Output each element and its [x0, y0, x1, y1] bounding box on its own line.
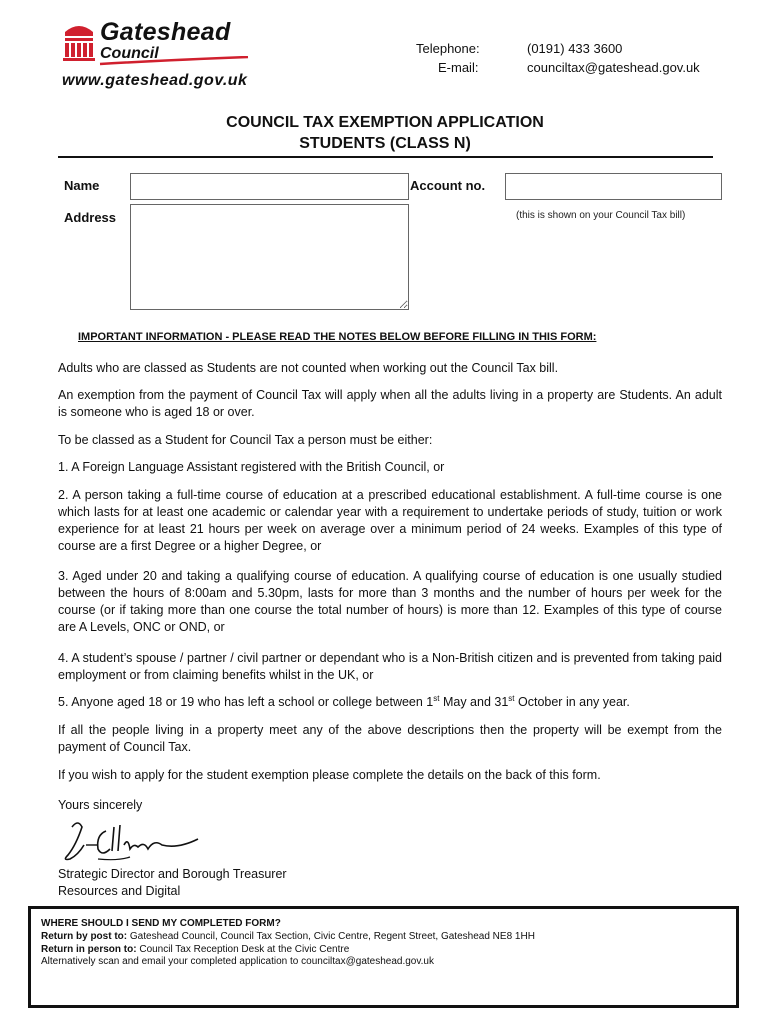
return-by-email: Alternatively scan and email your completed application to counciltax@gateshead.gov.uk: [41, 956, 434, 967]
return-heading: WHERE SHOULD I SEND MY COMPLETED FORM?: [41, 918, 281, 929]
email-label: E-mail:: [438, 60, 479, 75]
council-logo-icon: [62, 22, 96, 62]
paragraph-2: An exemption from the payment of Council Tax will apply when all the adults living in a property are Students. An adult is someone who is aged 18 or over.: [58, 388, 722, 419]
paragraph-exempt: If all the people living in a property meet any of the above descriptions then the property will be exempt from the payment of Council Tax.: [58, 723, 722, 754]
paragraph-apply: If you wish to apply for the student exemption please complete the details on the back of this form.: [58, 768, 601, 782]
logo-swoosh-icon: [98, 56, 250, 66]
sign-off: Yours sincerely: [58, 798, 143, 812]
telephone-value: (0191) 433 3600: [527, 41, 623, 56]
form-title: COUNCIL TAX EXEMPTION APPLICATION: [226, 114, 544, 131]
return-by-post: Return by post to: Gateshead Council, Council Tax Section, Civic Centre, Regent Street, Gateshead NE8 1HH: [41, 931, 535, 942]
name-label: Name: [64, 178, 100, 193]
telephone-label: Telephone:: [416, 41, 480, 56]
logo-sub: Council: [100, 45, 159, 62]
address-field[interactable]: [130, 204, 409, 310]
return-in-person: Return in person to: Council Tax Reception Desk at the Civic Centre: [41, 944, 350, 955]
logo-name: Gateshead: [100, 18, 231, 46]
criterion-5: 5. Anyone aged 18 or 19 who has left a school or college between 1st May and 31st October in any year.: [58, 693, 630, 709]
criterion-3: 3. Aged under 20 and taking a qualifying course of education. A qualifying course of education is one usually studied between the hours of 8:00am and 5.30pm, lasts for more than 3 months and the number of hours per week for the course (or if taking more than one course the total number of hours) is more than 12. Examples of this type of course are A Levels, ONC or OND, or: [58, 569, 722, 634]
criterion-2: 2. A person taking a full-time course of education at a prescribed educational establishment. A full-time course is one which lasts for at least one academic or calendar year with a requirement to undertake periods of study, tuition or work experience for at least 21 hours per week on average over a minimum period of 24 weeks. Examples of this type of course are a first Degree or a higher Degree, or: [58, 488, 722, 553]
important-info-heading: IMPORTANT INFORMATION - PLEASE READ THE NOTES BELOW BEFORE FILLING IN THIS FORM:: [78, 331, 597, 343]
signatory-department: Resources and Digital: [58, 884, 181, 898]
email-value: counciltax@gateshead.gov.uk: [527, 60, 700, 75]
title-divider: [58, 156, 713, 158]
name-field[interactable]: [130, 173, 409, 200]
signatory-title: Strategic Director and Borough Treasurer: [58, 867, 287, 881]
logo-website: www.gateshead.gov.uk: [62, 72, 248, 89]
account-label: Account no.: [410, 178, 486, 193]
form-subtitle: STUDENTS (CLASS N): [299, 135, 471, 152]
address-label: Address: [64, 210, 117, 225]
paragraph-1: Adults who are classed as Students are not counted when working out the Council Tax bill.: [58, 361, 559, 375]
account-number-field[interactable]: [505, 173, 722, 200]
criterion-4: 4. A student’s spouse / partner / civil partner or dependant who is a Non-British citizen and is prevented from taking paid employment or from claiming benefits whilst in the UK, or: [58, 651, 722, 682]
signature-icon: [58, 815, 208, 875]
account-hint: (this is shown on your Council Tax bill): [516, 210, 686, 221]
criterion-1: 1. A Foreign Language Assistant registered with the British Council, or: [58, 460, 445, 474]
paragraph-3: To be classed as a Student for Council Tax a person must be either:: [58, 433, 433, 447]
